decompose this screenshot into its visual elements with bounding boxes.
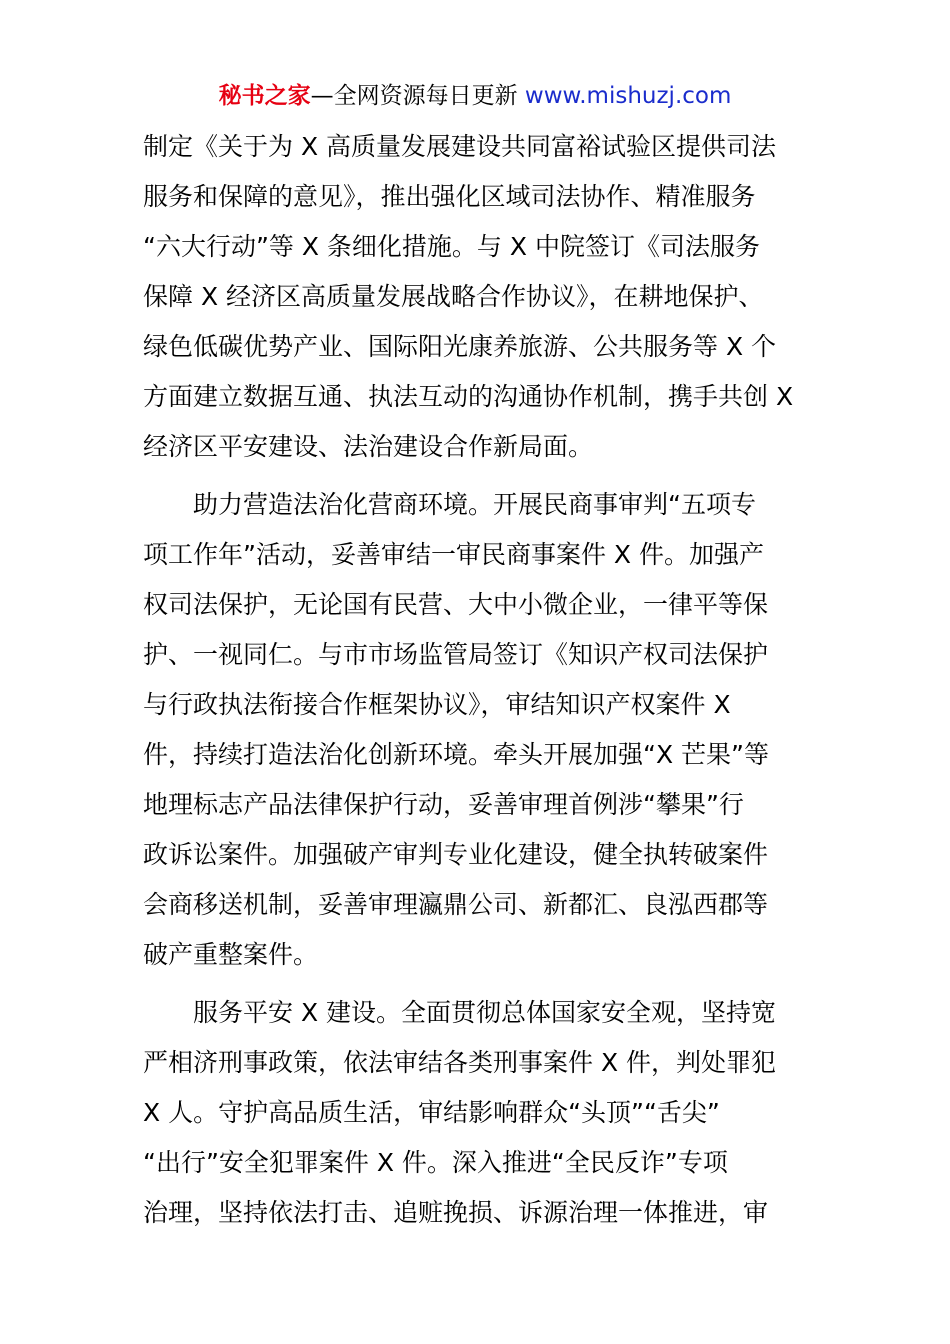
paragraph-gap — [143, 980, 808, 988]
text-line: 严相济刑事政策，依法审结各类刑事案件 X 件，判处罪犯 — [143, 1048, 777, 1077]
text-line: 保障 X 经济区高质量发展战略合作协议》，在耕地保护、 — [143, 282, 764, 311]
text-line: 经济区平安建设、法治建设合作新局面。 — [143, 432, 594, 461]
text-line: “出行”安全犯罪案件 X 件。深入推进“全民反诈”专项 — [143, 1148, 728, 1177]
paragraph-gap — [143, 472, 808, 480]
text-line: 项工作年”活动，妥善审结一审民商事案件 X 件。加强产 — [143, 540, 764, 569]
text-line: 服务平安 X 建设。全面贯彻总体国家安全观，坚持宽 — [143, 998, 777, 1027]
paragraph-3 — [143, 988, 808, 1238]
document-body — [143, 122, 808, 1238]
text-line: 治理，坚持依法打击、追赃挽损、诉源治理一体推进，审 — [143, 1198, 769, 1227]
text-line: 破产重整案件。 — [143, 940, 319, 969]
text-line: 绿色低碳优势产业、国际阳光康养旅游、公共服务等 X 个 — [143, 332, 777, 361]
text-line: 方面建立数据互通、执法互动的沟通协作机制，携手共创 X — [143, 382, 794, 411]
text-line: 会商移送机制，妥善审理瀛鼎公司、新都汇、良泓西郡等 — [143, 890, 769, 919]
text-line: 地理标志产品法律保护行动，妥善审理首例涉“攀果”行 — [143, 790, 744, 819]
text-line: 件，持续打造法治化创新环境。牵头开展加强“X 芒果”等 — [143, 740, 769, 769]
text-line: 助力营造法治化营商环境。开展民商事审判“五项专 — [143, 490, 756, 519]
site-brand: 秘书之家 — [218, 83, 311, 109]
paragraph-1 — [143, 122, 808, 472]
text-line: 护、一视同仁。与市市场监管局签订《知识产权司法保护 — [143, 640, 769, 669]
text-line: 服务和保障的意见》，推出强化区域司法协作、精准服务 — [143, 182, 756, 211]
text-line: 政诉讼案件。加强破产审判专业化建设，健全执转破案件 — [143, 840, 769, 869]
text-line: 制定《关于为 X 高质量发展建设共同富裕试验区提供司法 — [143, 132, 777, 161]
text-line: 与行政执法衔接合作框架协议》，审结知识产权案件 X — [143, 690, 731, 719]
text-line: 权司法保护，无论国有民营、大中小微企业，一律平等保 — [143, 590, 769, 619]
text-line: X 人。守护高品质生活，审结影响群众“头顶”“舌尖” — [143, 1098, 720, 1127]
paragraph-2 — [143, 480, 808, 980]
site-url-link[interactable]: www.mishuzj.com — [524, 83, 732, 109]
site-tagline: —全网资源每日更新 — [310, 83, 525, 109]
text-line: “六大行动”等 X 条细化措施。与 X 中院签订《司法服务 — [143, 232, 760, 261]
site-header — [0, 80, 950, 112]
